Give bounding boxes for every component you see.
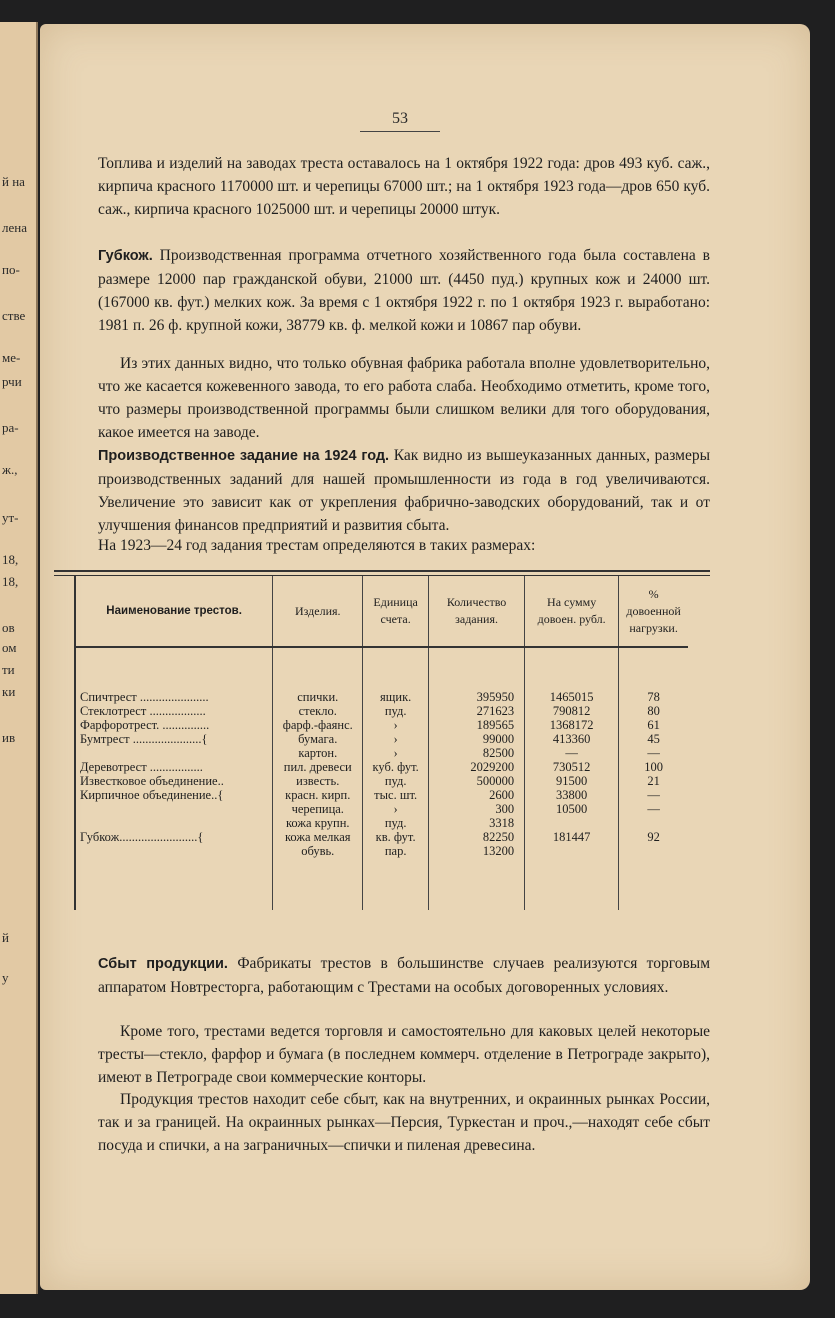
paragraph-gubkozh: Губкож. Производственная программа отчетного хозяйственного года была составлена в размере 12000 пар гражданской обуви, 21000 шт. (4450 пуд.) крупных кож и 24000 шт. (167000 кв. фут.) мелких кож. За время с 1 октября 1922 г. по 1 октября 1923 г. выработано: 1981 п. 26 ф. крупной кожи, 38779 кв. ф. мелкой кожи и 10867 пар обуви.	[98, 247, 710, 334]
cell-product: черепица.	[273, 802, 363, 816]
cell-unit: ›	[363, 802, 429, 816]
header-prewar-sum: На сумму довоен. рубл.	[525, 576, 619, 647]
cell-percent: 92	[619, 830, 688, 844]
edge-fragment: ти	[2, 662, 15, 677]
edge-fragment: по-	[2, 262, 20, 277]
edge-fragment: ив	[2, 730, 16, 745]
cell-percent: 100	[619, 760, 688, 774]
cell-sum	[525, 844, 619, 858]
cell-product: кожа мелкая	[273, 830, 363, 844]
cell-sum: 730512	[525, 760, 619, 774]
heading-plan-1924: Производственное задание на 1924 год.	[98, 448, 390, 464]
adjacent-page-edge	[0, 22, 38, 1294]
cell-trust: Фарфоротрест. ...............	[75, 718, 273, 732]
cell-trust	[75, 802, 273, 816]
cell-unit: ›	[363, 732, 429, 746]
edge-fragment: ут-	[2, 510, 19, 525]
cell-unit: пар.	[363, 844, 429, 858]
cell-sum: 181447	[525, 830, 619, 844]
cell-unit: ящик.	[363, 690, 429, 704]
cell-sum	[525, 816, 619, 830]
cell-percent	[619, 844, 688, 858]
table-row	[75, 788, 688, 802]
cell-percent: —	[619, 802, 688, 816]
cell-unit: тыс. шт.	[363, 788, 429, 802]
cell-trust: Кирпичное объединение..{	[75, 788, 273, 802]
header-unit: Единица счета.	[363, 576, 429, 647]
cell-percent: —	[619, 788, 688, 802]
table-row	[75, 830, 688, 844]
cell-quantity: 189565	[429, 718, 525, 732]
edge-fragment: ме-	[2, 350, 21, 365]
table-header-row	[75, 576, 688, 647]
cell-sum: 91500	[525, 774, 619, 788]
book-page	[40, 24, 810, 1290]
cell-unit: кв. фут.	[363, 830, 429, 844]
cell-sum: —	[525, 746, 619, 760]
header-quantity: Количество задания.	[429, 576, 525, 647]
table-row	[75, 704, 688, 718]
table-row	[75, 718, 688, 732]
cell-quantity: 99000	[429, 732, 525, 746]
cell-sum: 1368172	[525, 718, 619, 732]
cell-unit: ›	[363, 718, 429, 732]
cell-product: красн. кирп.	[273, 788, 363, 802]
header-trust-name: Наименование трестов.	[75, 576, 273, 647]
cell-quantity: 2600	[429, 788, 525, 802]
edge-fragment: ра-	[2, 420, 19, 435]
cell-unit: ›	[363, 746, 429, 760]
edge-fragment: ж.,	[2, 462, 18, 477]
cell-quantity: 271623	[429, 704, 525, 718]
page-number-rule	[360, 131, 440, 132]
cell-trust	[75, 816, 273, 830]
table-row	[75, 844, 688, 858]
cell-product: обувь.	[273, 844, 363, 858]
paragraph-petrograd-offices: Кроме того, трестами ведется торговля и самостоятельно для каковых целей некоторые тресты—стекло, фарфор и бумага (в последнем коммерч. отделение в Петрограде закрыто), имеют в Петрограде свои коммерческие конторы.	[98, 1023, 710, 1086]
cell-percent: —	[619, 746, 688, 760]
cell-percent: 45	[619, 732, 688, 746]
paragraph-fuel-stock: Топлива и изделий на заводах треста оставалось на 1 октября 1922 года: дров 493 куб. саж., кирпича красного 1170000 шт. и черепицы 67000 шт.; на 1 октября 1923 года—дров 650 куб. саж., кирпича красного 1025000 шт. и черепицы 20000 штук.	[98, 155, 710, 218]
cell-unit: пуд.	[363, 816, 429, 830]
header-products: Изделия.	[273, 576, 363, 647]
cell-sum: 10500	[525, 802, 619, 816]
table-spacer-row	[75, 647, 688, 690]
cell-quantity: 300	[429, 802, 525, 816]
edge-fragment: 18,	[2, 574, 19, 589]
page-number: 53	[392, 110, 408, 127]
table-row	[75, 760, 688, 774]
cell-percent: 78	[619, 690, 688, 704]
cell-unit: пуд.	[363, 704, 429, 718]
edge-fragment: й на	[2, 174, 25, 189]
cell-quantity: 395950	[429, 690, 525, 704]
edge-fragment: ки	[2, 684, 16, 699]
heading-sales: Сбыт продукции.	[98, 956, 228, 972]
cell-quantity: 2029200	[429, 760, 525, 774]
table-row	[75, 802, 688, 816]
cell-quantity: 500000	[429, 774, 525, 788]
table-spacer-row	[75, 858, 688, 910]
paragraph-plan-1924: Производственное задание на 1924 год. Как видно из вышеуказанных данных, размеры производственных заданий для нашей промышленности из года в год увеличиваются. Увеличение это зависит как от укрепления фабрично-заводских оборудований, так и от улучшения финансов предприятий и развития сбыта.	[98, 447, 711, 534]
header-prewar-percent: % довоенной нагрузки.	[619, 576, 688, 647]
cell-percent: 61	[619, 718, 688, 732]
edge-fragment: 18,	[2, 552, 19, 567]
table-row	[75, 690, 688, 704]
paragraph-analysis: Из этих данных видно, что только обувная фабрика работала вполне удовлетворительно, что же касается кожевенного завода, то его работа слаба. Необходимо отметить, кроме того, что размеры производственной программы были слишком велики для того оборудования, какое имеется на заводе.	[98, 355, 710, 441]
cell-sum: 790812	[525, 704, 619, 718]
edge-fragment: у	[2, 970, 9, 985]
cell-trust	[75, 746, 273, 760]
cell-unit: куб. фут.	[363, 760, 429, 774]
cell-product: бумага.	[273, 732, 363, 746]
trusts-table-block	[54, 570, 714, 920]
paragraph-markets: Продукция трестов находит себе сбыт, как на внутренних, и окраинных рынках России, так и за границей. На окраинных рынках—Персия, Туркестан и проч.,—находят себе сбыт посуда и спички, а на заграничных—спички и пиленая древесина.	[98, 1091, 710, 1154]
cell-product: пил. древеси	[273, 760, 363, 774]
cell-product: фарф.-фаянс.	[273, 718, 363, 732]
cell-percent	[619, 816, 688, 830]
cell-quantity: 13200	[429, 844, 525, 858]
cell-trust: Стеклотрест ..................	[75, 704, 273, 718]
cell-trust: Спичтрест ......................	[75, 690, 273, 704]
cell-sum: 1465015	[525, 690, 619, 704]
cell-trust: Известковое объединение..	[75, 774, 273, 788]
cell-sum: 413360	[525, 732, 619, 746]
paragraph-sales: Сбыт продукции. Фабрикаты трестов в большинстве случаев реализуются торговым аппаратом Новтресторга, работающим с Трестами на особых договоренных условиях.	[98, 955, 710, 996]
table-row	[75, 774, 688, 788]
cell-trust: Губкож.........................{	[75, 830, 273, 844]
cell-unit: пуд.	[363, 774, 429, 788]
cell-product: спички.	[273, 690, 363, 704]
edge-fragment: ов	[2, 620, 15, 635]
cell-product: кожа крупн.	[273, 816, 363, 830]
edge-fragment: ом	[2, 640, 17, 655]
cell-product: стекло.	[273, 704, 363, 718]
cell-percent: 80	[619, 704, 688, 718]
paragraph-table-intro: На 1923—24 год задания трестам определяются в таких размерах:	[98, 537, 536, 554]
cell-quantity: 82500	[429, 746, 525, 760]
cell-quantity: 82250	[429, 830, 525, 844]
table-row	[75, 746, 688, 760]
edge-fragment: рчи	[2, 374, 22, 389]
table-row	[75, 732, 688, 746]
heading-gubkozh: Губкож.	[98, 248, 153, 264]
edge-fragment: й	[2, 930, 9, 945]
table-row	[75, 816, 688, 830]
cell-trust: Бумтрест ......................{	[75, 732, 273, 746]
cell-product: картон.	[273, 746, 363, 760]
edge-fragment: стве	[2, 308, 26, 323]
edge-fragment: лена	[2, 220, 27, 235]
cell-percent: 21	[619, 774, 688, 788]
cell-sum: 33800	[525, 788, 619, 802]
cell-trust	[75, 844, 273, 858]
trusts-table	[74, 576, 688, 910]
cell-trust: Деревотрест .................	[75, 760, 273, 774]
cell-quantity: 3318	[429, 816, 525, 830]
cell-product: известь.	[273, 774, 363, 788]
